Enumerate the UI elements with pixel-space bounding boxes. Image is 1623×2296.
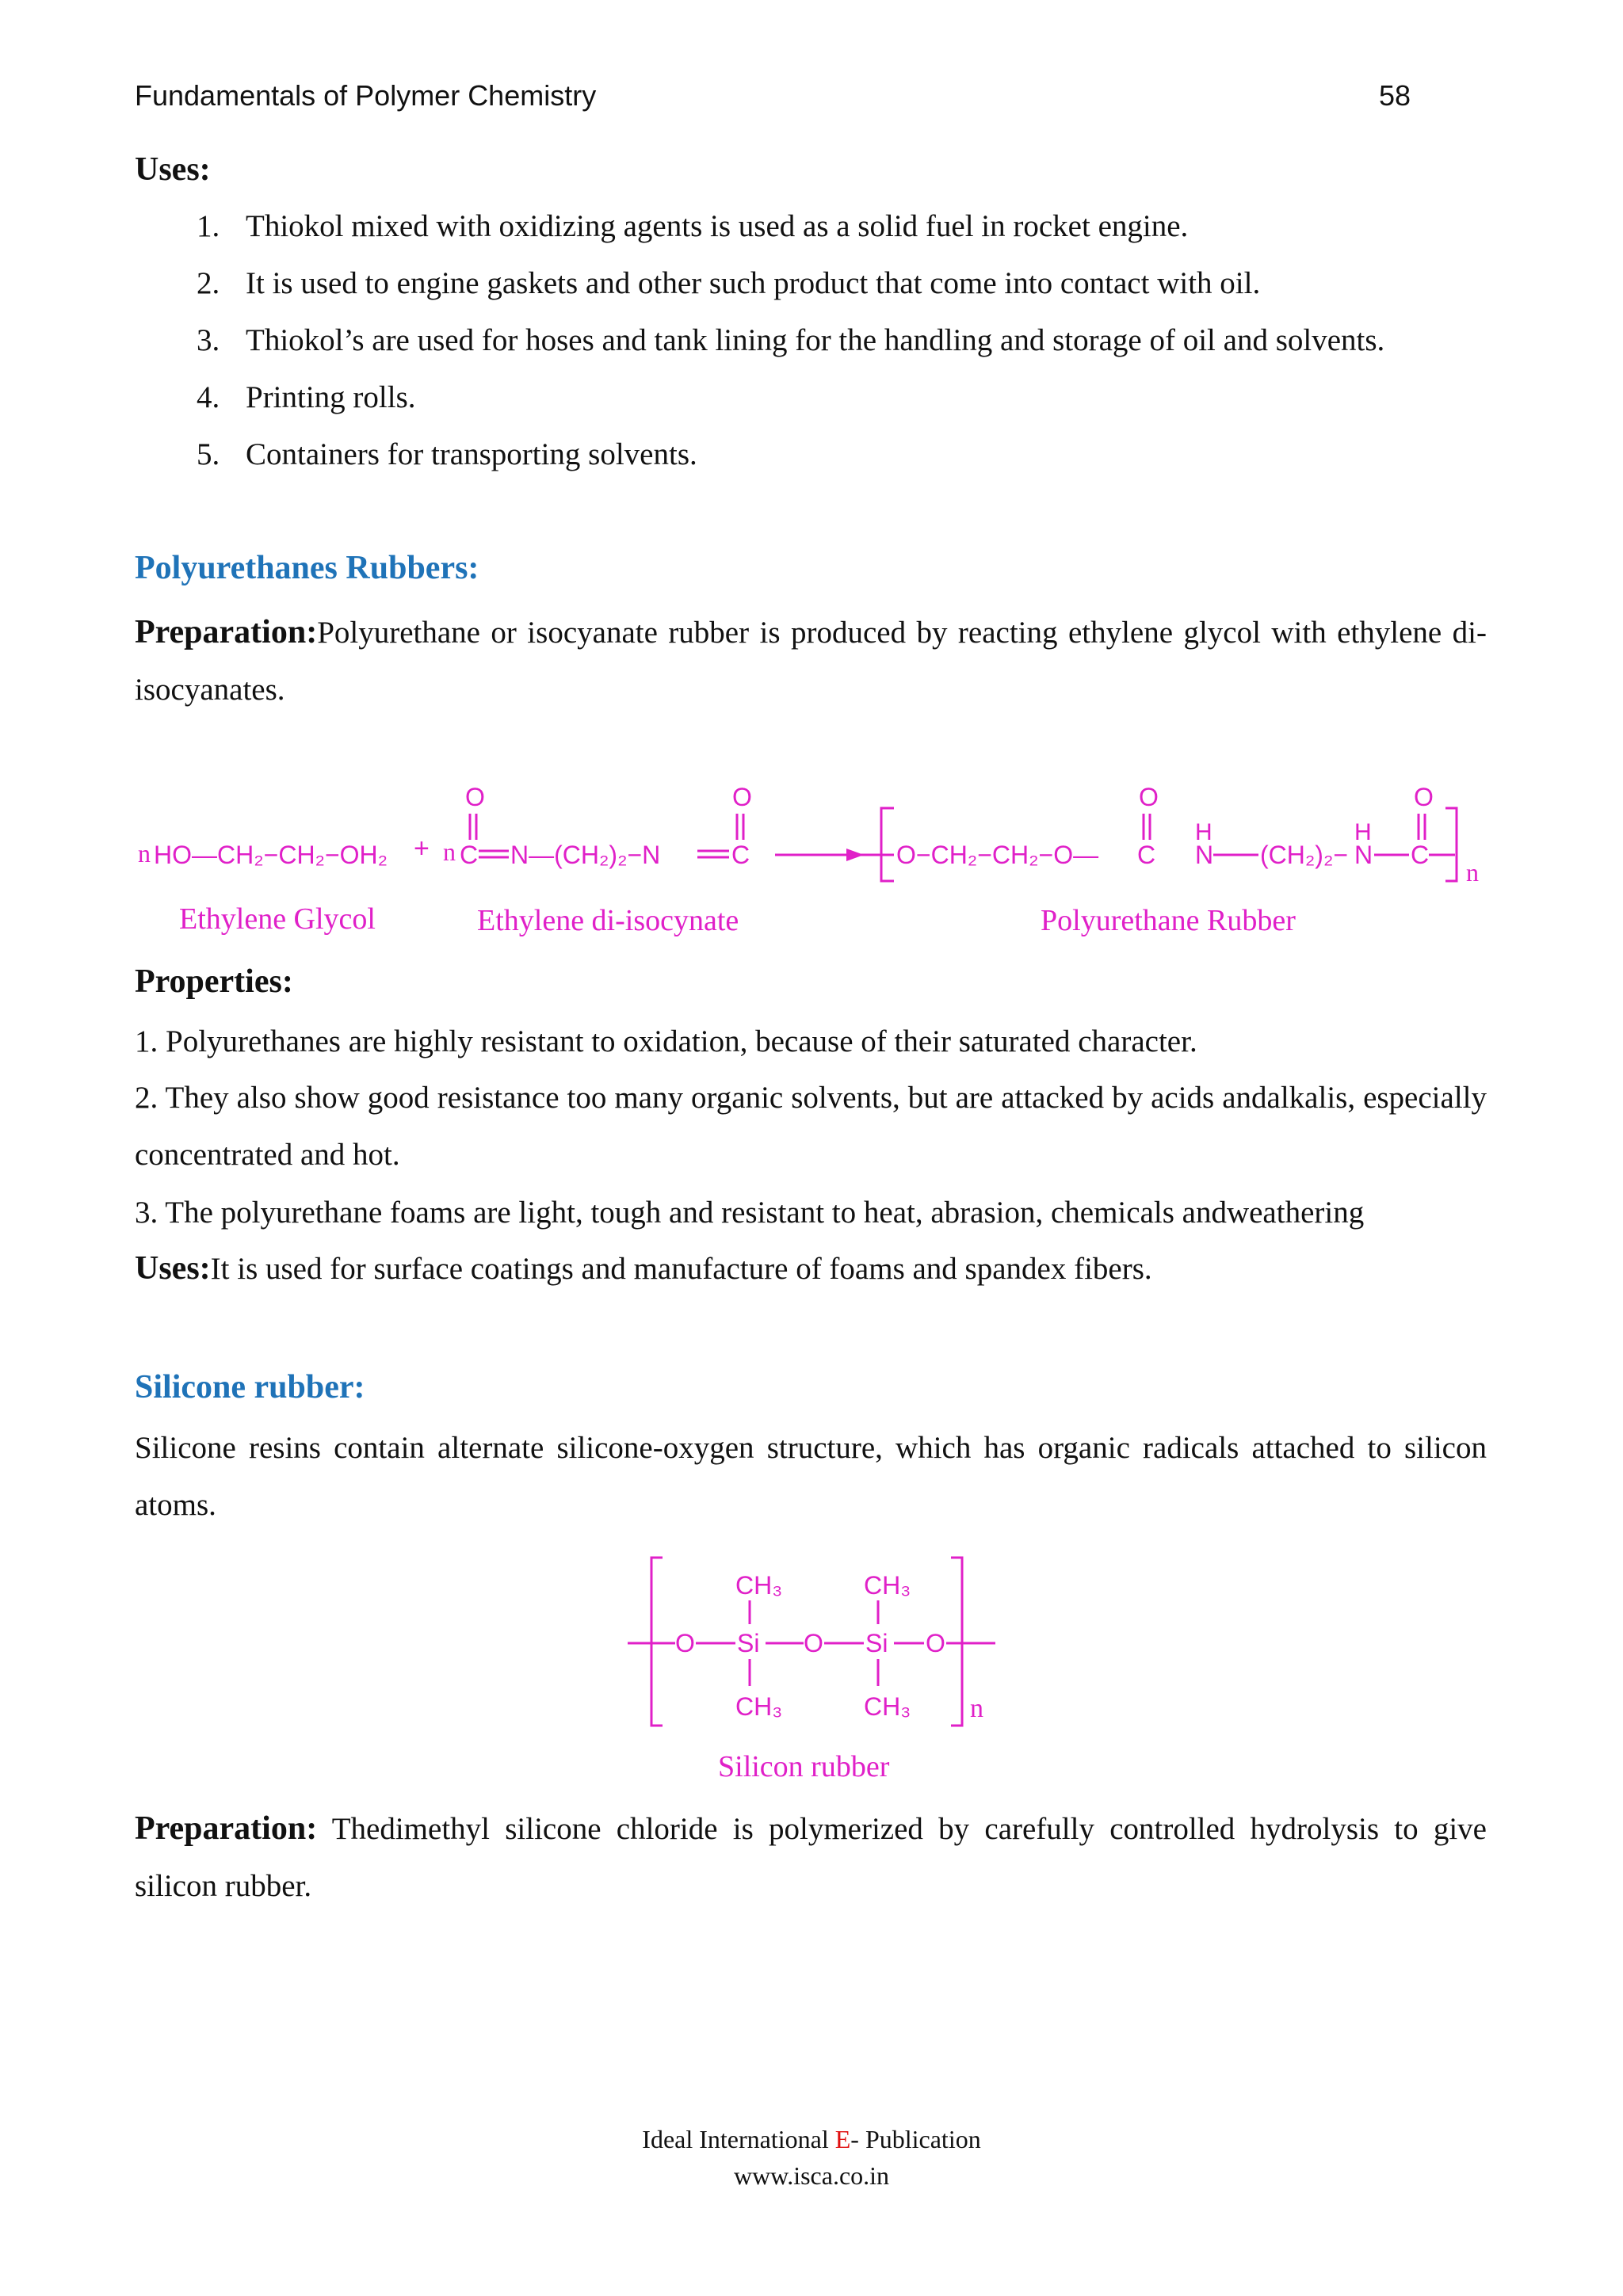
label-silicon-rubber: Silicon rubber [718,1750,890,1783]
oxygen-atom: O [1414,783,1434,811]
preparation-text: Polyurethane or isocyanate rubber is produced by reacting ethylene glycol with ethylene di- isocyanates. [135,616,1487,707]
label-polyurethane-rubber: Polyurethane Rubber [1041,904,1296,937]
polyurethane-chain: O−CH₂−CH₂−O— [896,841,1099,869]
property-item: 3. The polyurethane foams are light, tough and resistant to heat, abrasion, chemicals andweathering [135,1196,1365,1230]
carbonyl-carbon: C [1411,841,1430,869]
isocyanate-carbon: C [731,841,750,869]
preparation-label: Preparation: [135,614,318,650]
silicone-intro: Silicone resins contain alternate silicone-oxygen structure, which has organic radicals attached to silicon atoms. [135,1431,1487,1522]
coefficient-n: n [138,839,151,868]
oxygen-atom: O [926,1629,945,1657]
running-header-title: Fundamentals of Polymer Chemistry [135,79,597,112]
repeat-subscript-n: n [970,1694,983,1723]
isocyanate-chain: N—(CH₂)₂−N [510,841,661,869]
property-item: 2. They also show good resistance too many organic solvents, but are attacked by acids andalkalis, especially concentrated and hot. [135,1081,1487,1172]
ethylene-glycol-formula: HO—CH₂−CH₂−OH₂ [154,841,388,869]
oxygen-atom: O [465,783,485,811]
methyl-group: CH₃ [735,1692,783,1721]
list-item: 5. Containers for transporting solvents. [197,437,697,471]
label-ethylene-di-isocyanate: Ethylene di-isocynate [477,904,739,937]
repeat-subscript-n: n [1466,858,1479,887]
methyl-group: CH₃ [864,1571,911,1600]
property-item: 1. Polyurethanes are highly resistant to oxidation, because of their saturated character. [135,1024,1197,1058]
thiokol-uses-heading: Uses: [135,151,211,188]
plus-sign: + [414,833,430,864]
uses-text: It is used for surface coatings and manufacture of foams and spandex fibers. [210,1252,1152,1286]
oxygen-atom: O [804,1629,823,1657]
list-item: 4. Printing rolls. [197,380,416,414]
footer-publisher: Ideal International E- Publication [642,2125,981,2153]
list-item: 2. It is used to engine gaskets and other such product that come into contact with oil. [197,266,1261,300]
nitrogen-atom: N [1195,841,1214,869]
oxygen-atom: O [675,1629,695,1657]
hydrogen-atom: H [1354,819,1372,845]
publisher-e-letter: E [834,2125,851,2153]
isocyanate-carbon: C [460,841,479,869]
coefficient-n: n [443,837,456,866]
list-item: 3. Thiokol’s are used for hoses and tank lining for the handling and storage of oil and solvents. [197,323,1385,357]
list-item: 1. Thiokol mixed with oxidizing agents is used as a solid fuel in rocket engine. [197,209,1189,243]
hydrogen-atom: H [1195,819,1212,845]
nitrogen-atom: N [1354,841,1373,869]
silicon-atom: Si [737,1629,760,1657]
properties-heading: Properties: [135,963,293,1000]
preparation-label: Preparation: [135,1810,318,1847]
methyl-group: CH₃ [864,1692,911,1721]
oxygen-atom: O [1139,783,1159,811]
silicon-atom: Si [865,1629,888,1657]
footer-website: www.isca.co.in [733,2161,890,2190]
page-number: 58 [1379,79,1411,112]
ethylene-group: (CH₂)₂− [1260,841,1349,869]
oxygen-atom: O [732,783,752,811]
uses-label: Uses: [135,1250,211,1287]
silicone-preparation-paragraph [135,1800,1487,1915]
label-ethylene-glycol: Ethylene Glycol [179,902,376,936]
methyl-group: CH₃ [735,1571,783,1600]
silicone-heading: Silicone rubber: [135,1369,365,1405]
carbonyl-carbon: C [1137,841,1156,869]
polyurethane-heading: Polyurethanes Rubbers: [135,550,479,586]
preparation-text: Thedimethyl silicone chloride is polymerized by carefully controlled hydrolysis to give silicon rubber. [135,1812,1487,1903]
